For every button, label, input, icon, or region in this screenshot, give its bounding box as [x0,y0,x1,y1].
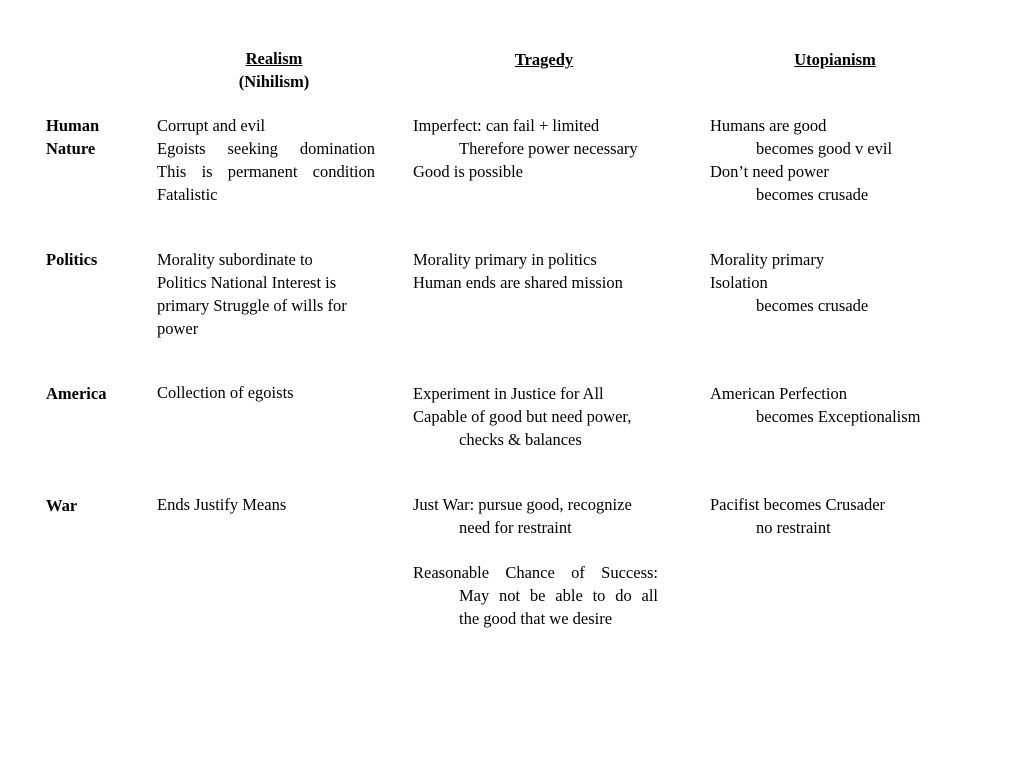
column-header-tragedy: Tragedy [514,50,574,69]
cell-line: need for restraint [459,518,572,537]
row-header-human-nature-line1: Human [46,116,100,135]
cell-line: Reasonable Chance of Success: [413,563,658,582]
paragraph-gap [413,539,658,561]
row-header-war: War [46,496,78,515]
cell-line: Egoists seeking domination [157,139,375,158]
cell-line: Morality subordinate to [157,250,313,269]
cell-line: the good that we desire [459,609,613,628]
cell-line: power [157,319,199,338]
cell-line: May not be able to do all [459,586,658,605]
cell-line: Pacifist becomes Crusader [710,495,886,514]
cell-war-tragedy [413,493,658,630]
cell-line: Just War: pursue good, recognize [413,495,632,514]
cell-line: Don’t need power [710,162,829,181]
cell-war-realism [157,493,382,516]
cell-human-nature-realism [157,114,375,206]
column-header-utopianism: Utopianism [794,50,876,69]
cell-war-utopianism [710,493,960,539]
cell-line: becomes crusade [756,185,869,204]
cell-line: becomes Exceptionalism [756,407,921,426]
cell-america-realism [157,381,382,404]
row-header-america: America [46,384,107,403]
cell-line: Ends Justify Means [157,495,287,514]
cell-america-utopianism [710,382,970,428]
cell-line: no restraint [756,518,831,537]
cell-line: This is permanent condition [157,162,375,181]
cell-line: Human ends are shared mission [413,273,623,292]
cell-line: Corrupt and evil [157,116,266,135]
cell-line: Good is possible [413,162,524,181]
cell-line: becomes good v evil [756,139,893,158]
cell-line: Collection of egoists [157,383,294,402]
cell-line: Therefore power necessary [459,139,638,158]
row-header-human-nature [46,114,99,160]
cell-human-nature-utopianism [710,114,960,206]
cell-politics-utopianism [710,248,960,317]
cell-politics-tragedy [413,248,663,294]
column-header-realism: Realism [245,49,303,68]
cell-line: Humans are good [710,116,827,135]
cell-line: Capable of good but need power, [413,407,632,426]
cell-human-nature-tragedy [413,114,663,183]
cell-line: Fatalistic [157,185,218,204]
cell-line: Morality primary [710,250,825,269]
column-subheader-nihilism: (Nihilism) [238,72,310,91]
cell-line: Isolation [710,273,768,292]
cell-politics-realism [157,248,382,340]
cell-line: Imperfect: can fail + limited [413,116,600,135]
cell-line: primary Struggle of wills for [157,296,347,315]
cell-line: becomes crusade [756,296,869,315]
cell-line: Morality primary in politics [413,250,597,269]
cell-line: American Perfection [710,384,847,403]
cell-america-tragedy [413,382,663,451]
row-header-politics: Politics [46,250,98,269]
cell-line: Experiment in Justice for All [413,384,604,403]
cell-line: checks & balances [459,430,582,449]
cell-line: Politics National Interest is [157,273,337,292]
row-header-human-nature-line2: Nature [46,139,96,158]
